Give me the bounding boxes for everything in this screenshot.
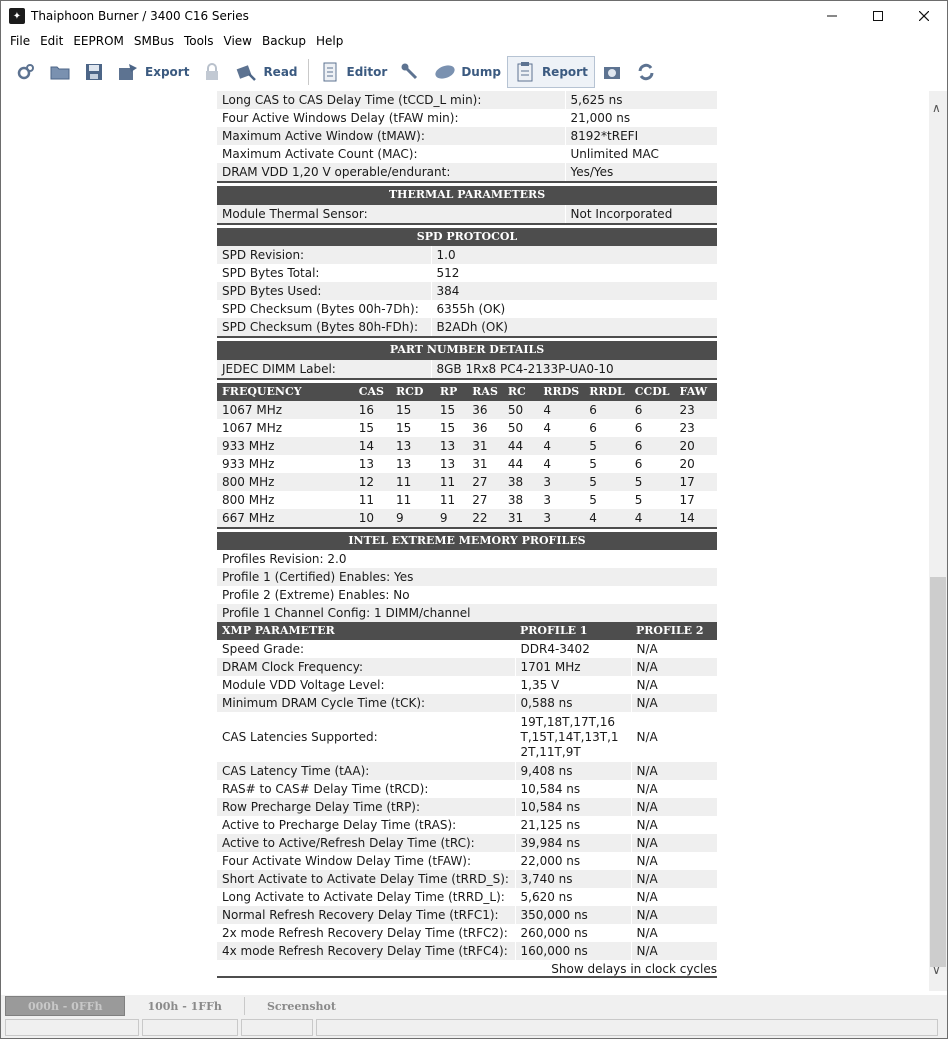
clock-cycles-toggle[interactable] [217,960,717,978]
xmp-param-label: Four Activate Window Delay Time (tFAW): [217,852,515,870]
table-row [217,360,717,379]
row-label: SPD Bytes Total: [217,264,431,282]
profile-2-value: N/A [631,888,717,906]
timing-cell: 44 [503,437,539,455]
profile-2-value: N/A [631,834,717,852]
timing-cell: 13 [391,455,435,473]
table-row [217,509,717,528]
timing-cell: 12 [354,473,391,491]
table-row [217,762,717,780]
xmp-param-label: Row Precharge Delay Time (tRP): [217,798,515,816]
table-row [217,568,717,586]
profile-1-value: 10,584 ns [515,798,631,816]
lock-button[interactable] [195,56,229,88]
editor-button[interactable] [313,56,394,88]
table-row [217,798,717,816]
profile-1-value: 39,984 ns [515,834,631,852]
xmp-info-line: Profile 1 Channel Config: 1 DIMM/channel [217,604,717,622]
table-row [217,780,717,798]
xmp-info-line: Profile 2 (Extreme) Enables: No [217,586,717,604]
row-label: Long CAS to CAS Delay Time (tCCD_L min): [217,91,565,109]
table-row [217,658,717,676]
timing-cell: 5 [584,437,630,455]
timing-cell: 5 [584,491,630,509]
lock-icon [201,61,223,83]
timing-cell: 6 [630,437,675,455]
open-button[interactable] [43,56,77,88]
part-table [217,338,717,360]
menu-view[interactable]: View [223,34,252,48]
timing-cell: 22 [467,509,503,528]
profile-1-value: 22,000 ns [515,852,631,870]
xmp-param-label: Active to Precharge Delay Time (tRAS): [217,816,515,834]
timing-cell: 4 [538,455,584,473]
timing-cell: 11 [435,473,467,491]
menu-backup[interactable]: Backup [262,34,306,48]
tab-000h-0ffh[interactable]: 000h - 0FFh [5,996,125,1016]
xmp-param-label: Module VDD Voltage Level: [217,676,515,694]
part-heading: PART NUMBER DETAILS [217,340,717,360]
timing-cell: 6 [584,401,630,419]
row-label: Maximum Active Window (tMAW): [217,127,565,145]
column-header: XMP PARAMETER [217,622,515,640]
timing-cell: 3 [538,473,584,491]
row-value: 6355h (OK) [431,300,717,318]
profile-1-value: 1701 MHz [515,658,631,676]
row-value: 5,625 ns [565,91,717,109]
table-row [217,264,717,282]
timing-cell: 5 [630,491,675,509]
timing-table [217,91,717,183]
status-cell-1 [5,1019,139,1036]
read-chip-icon [235,61,257,83]
profile-2-value: N/A [631,852,717,870]
editor-icon [319,61,341,83]
maximize-button[interactable] [855,1,901,31]
table-row [217,401,717,419]
floppy-disk-icon [83,61,105,83]
table-row [217,834,717,852]
profile-2-value: N/A [631,712,717,762]
timing-cell: 6 [630,419,675,437]
timing-cell: 50 [503,419,539,437]
save-button[interactable] [77,56,111,88]
frequency-cell: 1067 MHz [217,401,354,419]
profile-2-value: N/A [631,942,717,960]
row-value: B2ADh (OK) [431,318,717,337]
timing-cell: 31 [467,437,503,455]
frequency-header-row [217,383,717,401]
dump-label: Dump [461,65,501,79]
timing-cell: 5 [584,473,630,491]
profile-2-value: N/A [631,870,717,888]
xmp-heading: INTEL EXTREME MEMORY PROFILES [217,530,717,550]
table-row [217,712,717,762]
profile-1-value: 21,125 ns [515,816,631,834]
timing-cell: 3 [538,509,584,528]
timing-cell: 13 [391,437,435,455]
profile-2-value: N/A [631,798,717,816]
table-row [217,888,717,906]
thermal-table [217,183,717,205]
table-row [217,640,717,658]
timing-cell: 4 [538,401,584,419]
dump-icon [433,61,455,83]
table-row [217,318,717,337]
timing-cell: 15 [391,419,435,437]
column-header: CCDL [630,383,675,401]
profile-2-value: N/A [631,658,717,676]
menu-edit[interactable]: Edit [40,34,64,48]
timing-cell: 14 [675,509,717,528]
report-button[interactable] [507,56,595,88]
spd-table [217,225,717,247]
menu-bar [1,31,947,51]
xmp-param-label: Active to Active/Refresh Delay Time (tRC): [217,834,515,852]
profile-2-value: N/A [631,640,717,658]
clock-cycles-link[interactable]: Show delays in clock cycles [551,962,717,976]
toolbar [1,53,947,91]
spd-rows [217,246,717,338]
status-cell-3 [241,1019,313,1036]
tab-100h-1ffh[interactable]: 100h - 1FFh [147,999,222,1013]
timing-cell: 11 [435,491,467,509]
table-row [217,163,717,182]
timing-cell: 38 [503,491,539,509]
timing-cell: 27 [467,473,503,491]
profile-1-value: 160,000 ns [515,942,631,960]
row-label: Four Active Windows Delay (tFAW min): [217,109,565,127]
row-value: Yes/Yes [565,163,717,182]
table-row [217,437,717,455]
timing-cell: 3 [538,491,584,509]
menu-file[interactable]: File [10,34,31,48]
timing-cell: 11 [391,491,435,509]
row-label: Maximum Activate Count (MAC): [217,145,565,163]
column-header: RC [503,383,539,401]
profile-1-value: 5,620 ns [515,888,631,906]
row-label: SPD Bytes Used: [217,282,431,300]
timing-cell: 15 [391,401,435,419]
table-row [217,676,717,694]
profile-1-value: 10,584 ns [515,780,631,798]
timing-cell: 9 [435,509,467,528]
app-logo-icon: ✦ [9,8,25,24]
report-viewport [3,91,929,991]
timing-cell: 44 [503,455,539,473]
table-row [217,127,717,145]
timing-cell: 36 [467,401,503,419]
table-row [217,246,717,264]
table-row [217,419,717,437]
xmp-info-line: Profiles Revision: 2.0 [217,550,717,568]
thermal-heading: THERMAL PARAMETERS [217,185,717,205]
wrench-icon [399,61,421,83]
folder-icon [49,61,71,83]
profile-1-value: 9,408 ns [515,762,631,780]
xmp-heading-table [217,529,717,551]
frequency-cell: 667 MHz [217,509,354,528]
column-header: PROFILE 1 [515,622,631,640]
table-row [217,550,717,568]
timing-cell: 38 [503,473,539,491]
timing-cell: 11 [391,473,435,491]
frequency-cell: 1067 MHz [217,419,354,437]
toolbar-separator [308,59,309,85]
xmp-info [217,550,717,622]
status-bar [1,1017,947,1038]
table-row [217,604,717,622]
thermal-rows [217,205,717,225]
timing-cell: 31 [503,509,539,528]
frequency-cell: 933 MHz [217,455,354,473]
window-controls [809,1,947,31]
window-title: Thaiphoon Burner / 3400 C16 Series [31,9,249,23]
profile-2-value: N/A [631,780,717,798]
editor-label: Editor [346,65,388,79]
table-row [217,906,717,924]
row-value: 1.0 [431,246,717,264]
profile-2-value: N/A [631,694,717,712]
status-cell-2 [142,1019,238,1036]
xmp-header-row [217,622,717,640]
table-row [217,300,717,318]
dump-button[interactable] [427,56,507,88]
frequency-cell: 800 MHz [217,491,354,509]
column-header: RCD [391,383,435,401]
camera-icon [601,61,623,83]
timing-cell: 36 [467,419,503,437]
frequency-table [217,383,717,529]
profile-2-value: N/A [631,906,717,924]
profile-1-value: 0,588 ns [515,694,631,712]
column-header: RRDL [584,383,630,401]
timing-cell: 20 [675,437,717,455]
row-value: 8GB 1Rx8 PC4-2133P-UA0-10 [431,360,717,379]
table-row [217,455,717,473]
tools-button[interactable] [393,56,427,88]
frequency-cell: 933 MHz [217,437,354,455]
report-label: Report [541,65,588,79]
row-label: SPD Checksum (Bytes 80h-FDh): [217,318,431,337]
menu-eeprom[interactable]: EEPROM [73,34,124,48]
profile-2-value: N/A [631,816,717,834]
timing-cell: 31 [467,455,503,473]
xmp-param-label: Speed Grade: [217,640,515,658]
timing-cell: 50 [503,401,539,419]
xmp-param-label: CAS Latency Time (tAA): [217,762,515,780]
xmp-param-label: 2x mode Refresh Recovery Delay Time (tRFC2): [217,924,515,942]
profile-1-value: 19T,18T,17T,16T,15T,14T,13T,12T,11T,9T [515,712,631,762]
xmp-param-label: Long Activate to Activate Delay Time (tRRD_L): [217,888,515,906]
table-row [217,109,717,127]
table-row [217,852,717,870]
xmp-param-label: DRAM Clock Frequency: [217,658,515,676]
row-value: 21,000 ns [565,109,717,127]
row-label: JEDEC DIMM Label: [217,360,431,379]
timing-cell: 15 [354,419,391,437]
timing-cell: 6 [584,419,630,437]
scroll-up-icon[interactable]: ∧ [932,101,941,115]
row-value: 384 [431,282,717,300]
timing-cell: 15 [435,401,467,419]
read-button[interactable] [229,56,303,88]
table-row [217,282,717,300]
xmp-param-label: Normal Refresh Recovery Delay Time (tRFC1): [217,906,515,924]
xmp-param-label: Minimum DRAM Cycle Time (tCK): [217,694,515,712]
timing-cell: 17 [675,473,717,491]
timing-cell: 5 [630,473,675,491]
profile-1-value: 1,35 V [515,676,631,694]
timing-cell: 5 [584,455,630,473]
timing-cell: 4 [630,509,675,528]
row-label: Module Thermal Sensor: [217,205,565,224]
spd-heading: SPD PROTOCOL [217,226,717,246]
timing-cell: 11 [354,491,391,509]
profile-2-value: N/A [631,762,717,780]
row-label: DRAM VDD 1,20 V operable/endurant: [217,163,565,182]
table-row [217,694,717,712]
timing-cell: 13 [435,455,467,473]
column-header: RRDS [538,383,584,401]
refresh-icon [635,61,657,83]
column-header: CAS [354,383,391,401]
close-button[interactable] [901,1,947,31]
maximize-icon [873,11,883,21]
profile-2-value: N/A [631,676,717,694]
timing-cell: 4 [538,437,584,455]
timing-cell: 23 [675,401,717,419]
profile-2-value: N/A [631,924,717,942]
scroll-thumb[interactable] [930,577,946,967]
table-row [217,145,717,163]
report-icon [514,61,536,83]
profile-1-value: 260,000 ns [515,924,631,942]
row-value: 8192*tREFI [565,127,717,145]
frequency-cell: 800 MHz [217,473,354,491]
vertical-scrollbar[interactable] [929,91,947,991]
table-row [217,816,717,834]
timing-cell: 17 [675,491,717,509]
table-row [217,473,717,491]
timing-cell: 9 [391,509,435,528]
screenshot-button[interactable] [595,56,629,88]
timing-cell: 10 [354,509,391,528]
report-document [217,91,717,978]
table-row [217,870,717,888]
column-header: FAW [675,383,717,401]
table-row [217,924,717,942]
table-row [217,91,717,109]
menu-smbus[interactable]: SMBus [133,34,174,48]
timing-cell: 20 [675,455,717,473]
export-button[interactable] [111,56,195,88]
settings-button[interactable] [9,56,43,88]
scroll-down-icon[interactable]: ∨ [932,963,941,977]
refresh-button[interactable] [629,56,663,88]
profile-1-value: 350,000 ns [515,906,631,924]
part-rows [217,360,717,380]
timing-cell: 16 [354,401,391,419]
title-bar [1,1,947,31]
xmp-param-label: 4x mode Refresh Recovery Delay Time (tRFC4): [217,942,515,960]
xmp-param-label: RAS# to CAS# Delay Time (tRCD): [217,780,515,798]
minimize-button[interactable] [809,1,855,31]
profile-1-value: 3,740 ns [515,870,631,888]
read-label: Read [263,65,298,79]
dump-tabs [1,995,947,1017]
timing-cell: 15 [435,419,467,437]
column-header: PROFILE 2 [631,622,717,640]
timing-cell: 6 [630,401,675,419]
row-label: SPD Checksum (Bytes 00h-7Dh): [217,300,431,318]
timing-cell: 27 [467,491,503,509]
row-label: SPD Revision: [217,246,431,264]
table-row [217,586,717,604]
timing-cell: 4 [584,509,630,528]
table-row [217,205,717,224]
xmp-param-label: Short Activate to Activate Delay Time (tRRD_S): [217,870,515,888]
table-row [217,491,717,509]
xmp-table [217,622,717,960]
table-row [217,942,717,960]
xmp-info-line: Profile 1 (Certified) Enables: Yes [217,568,717,586]
column-header: FREQUENCY [217,383,354,401]
timing-cell: 4 [538,419,584,437]
column-header: RAS [467,383,503,401]
column-header: RP [435,383,467,401]
gears-icon [15,61,37,83]
row-value: Not Incorporated [565,205,717,224]
row-value: 512 [431,264,717,282]
timing-cell: 6 [630,455,675,473]
timing-cell: 14 [354,437,391,455]
row-value: Unlimited MAC [565,145,717,163]
profile-1-value: DDR4-3402 [515,640,631,658]
xmp-param-label: CAS Latencies Supported: [217,712,515,762]
timing-cell: 23 [675,419,717,437]
timing-cell: 13 [435,437,467,455]
export-label: Export [145,65,190,79]
menu-tools[interactable]: Tools [183,34,214,48]
close-icon [919,11,929,21]
menu-help[interactable]: Help [316,34,344,48]
status-cell-4 [316,1019,938,1036]
minimize-icon [827,11,837,21]
export-icon [117,61,139,83]
timing-cell: 13 [354,455,391,473]
tab-screenshot[interactable]: Screenshot [266,999,336,1013]
